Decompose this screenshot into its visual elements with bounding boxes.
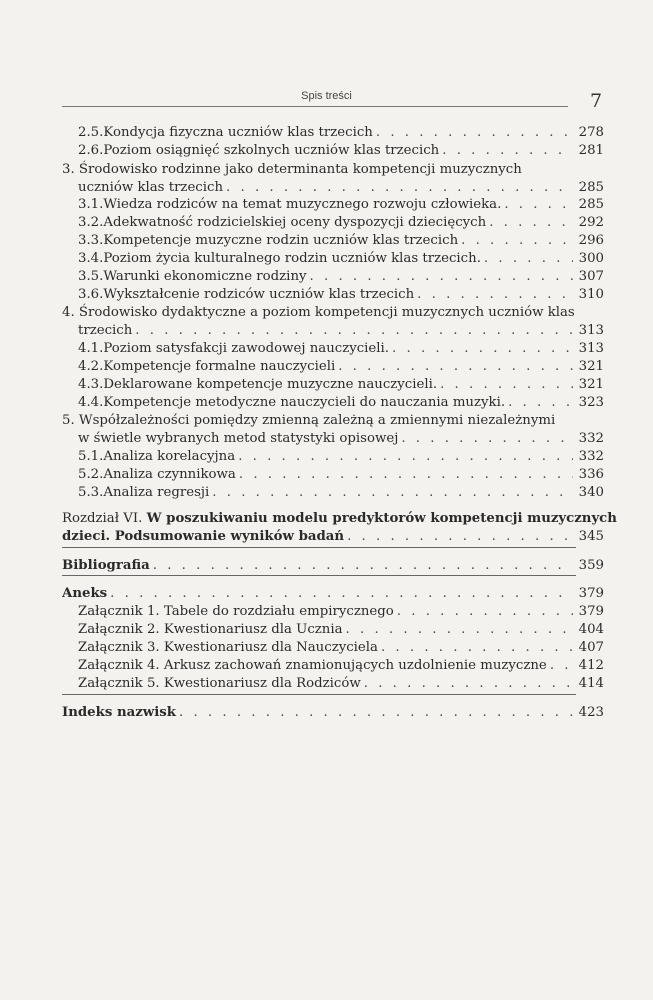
entry-page: 412 [578, 658, 604, 673]
annex-item-title: Załącznik 2. Kwestionariusz dla Ucznia [78, 622, 343, 637]
entry-page: 404 [578, 622, 604, 637]
dot-leader [501, 196, 572, 214]
dot-leader [209, 484, 572, 502]
chapter-prefix: Rozdział VI. [62, 511, 143, 526]
entry-number: 4.1. [78, 341, 104, 356]
entry-title: Wiedza rodziców na temat muzycznego rozwoju człowieka. [103, 197, 502, 212]
dot-leader [547, 657, 573, 675]
toc-entry [78, 268, 604, 286]
entry-title: Deklarowane kompetencje muzyczne nauczycieli. [103, 377, 438, 392]
dot-leader [439, 142, 572, 160]
dot-leader [223, 179, 573, 197]
annex-entry [62, 585, 604, 603]
entry-number: 3. [62, 162, 75, 177]
entry-page: 296 [578, 233, 604, 248]
dot-leader [437, 376, 573, 394]
entry-page: 285 [578, 180, 604, 195]
entry-page: 281 [578, 143, 604, 158]
annex-item-title: Załącznik 1. Tabele do rozdziału empirycznego [78, 604, 394, 619]
entry-title: Warunki ekonomiczne rodziny [103, 269, 307, 284]
toc-entry [78, 430, 604, 448]
entry-title: Adekwatność rodzicielskiej oceny dyspozycji dziecięcych [103, 215, 487, 230]
running-header: Spis treści [301, 90, 352, 102]
entry-number: 2.5. [78, 125, 104, 140]
entry-number: 3.4. [78, 251, 104, 266]
entry-page: 379 [578, 586, 604, 601]
chapter-title-continued: dzieci. Podsumowanie wyników badań [62, 529, 345, 544]
entry-title: Kompetencje muzyczne rodzin uczniów klas trzecich [103, 233, 459, 248]
entry-page: 323 [578, 395, 604, 410]
toc-entry [78, 376, 604, 394]
entry-title: Analiza korelacyjna [103, 449, 236, 464]
entry-page: 285 [578, 197, 604, 212]
toc-entry [78, 214, 604, 232]
entry-number: 3.5. [78, 269, 104, 284]
toc-entry [78, 142, 604, 160]
toc-entry-heading [62, 304, 575, 322]
section-divider [62, 547, 576, 548]
entry-number: 5.2. [78, 467, 104, 482]
toc-entry [78, 124, 604, 142]
dot-leader [236, 466, 573, 484]
dot-leader [344, 528, 573, 546]
dot-leader [505, 394, 573, 412]
dot-leader [414, 286, 572, 304]
dot-leader [132, 322, 572, 340]
entry-title: Analiza regresji [103, 485, 210, 500]
toc-entry [78, 250, 604, 268]
dot-leader [361, 675, 573, 693]
entry-page: 332 [578, 431, 604, 446]
entry-title: Poziom osiągnięć szkolnych uczniów klas trzecich [103, 143, 440, 158]
entry-page: 345 [578, 529, 604, 544]
dot-leader [389, 340, 573, 358]
chapter-heading [62, 510, 617, 528]
dot-leader [458, 232, 572, 250]
entry-number: 4.4. [78, 395, 104, 410]
entry-title-continued: w świetle wybranych metod statystyki opisowej [78, 431, 399, 446]
dot-leader [150, 557, 573, 575]
chapter-entry [62, 528, 604, 546]
entry-page: 310 [578, 287, 604, 302]
toc-entry-heading [62, 412, 555, 430]
entry-page: 379 [578, 604, 604, 619]
toc-entry [78, 322, 604, 340]
toc-entry [78, 179, 604, 197]
entry-title: Współzależności pomiędzy zmienną zależną a zmiennymi niezależnymi [78, 413, 556, 428]
dot-leader [343, 621, 573, 639]
dot-leader [373, 124, 573, 142]
annex-item [78, 621, 604, 639]
annex-title: Aneks [62, 586, 108, 601]
dot-leader [481, 250, 573, 268]
toc-entry [78, 394, 604, 412]
entry-title-continued: trzecich [78, 323, 133, 338]
toc-entry [78, 340, 604, 358]
entry-title: Poziom satysfakcji zawodowej nauczycieli. [103, 341, 390, 356]
dot-leader [107, 585, 572, 603]
dot-leader [235, 448, 572, 466]
entry-title-continued: uczniów klas trzecich [78, 180, 224, 195]
chapter-title: W poszukiwaniu modelu predyktorów kompetencji muzycznych [146, 511, 617, 526]
annex-item-title: Załącznik 5. Kwestionariusz dla Rodziców [78, 676, 361, 691]
entry-title: Kondycja fizyczna uczniów klas trzecich [103, 125, 373, 140]
entry-number: 5. [62, 413, 75, 428]
entry-page: 332 [578, 449, 604, 464]
entry-title: Środowisko rodzinne jako determinanta kompetencji muzycznych [78, 162, 522, 177]
entry-page: 292 [578, 215, 604, 230]
toc-entry [78, 196, 604, 214]
toc-entry [78, 232, 604, 250]
entry-page: 359 [578, 558, 604, 573]
entry-number: 5.1. [78, 449, 104, 464]
toc-entry [78, 466, 604, 484]
dot-leader [394, 603, 573, 621]
dot-leader [335, 358, 572, 376]
toc-entry [78, 358, 604, 376]
entry-title: Wykształcenie rodziców uczniów klas trzecich [103, 287, 415, 302]
entry-page: 307 [578, 269, 604, 284]
annex-item [78, 603, 604, 621]
entry-page: 313 [578, 323, 604, 338]
entry-page: 321 [578, 359, 604, 374]
entry-number: 2.6. [78, 143, 104, 158]
dot-leader [176, 704, 573, 722]
section-divider [62, 694, 576, 695]
dot-leader [378, 639, 573, 657]
entry-number: 3.2. [78, 215, 104, 230]
entry-page: 321 [578, 377, 604, 392]
entry-number: 4. [62, 305, 75, 320]
entry-page: 300 [578, 251, 604, 266]
entry-number: 4.2. [78, 359, 104, 374]
entry-title: Środowisko dydaktyczne a poziom kompetencji muzycznych uczniów klas [78, 305, 575, 320]
toc-entry [78, 484, 604, 502]
section-divider [62, 575, 576, 576]
dot-leader [307, 268, 573, 286]
entry-number: 4.3. [78, 377, 104, 392]
entry-number: 3.3. [78, 233, 104, 248]
toc-entry-heading [62, 161, 522, 179]
entry-number: 3.1. [78, 197, 104, 212]
entry-title: Analiza czynnikowa [103, 467, 236, 482]
entry-title: Kompetencje formalne nauczycieli [103, 359, 336, 374]
annex-item-title: Załącznik 3. Kwestionariusz dla Nauczyciela [78, 640, 378, 655]
entry-page: 423 [578, 705, 604, 720]
annex-item [78, 657, 604, 675]
index-entry [62, 704, 604, 722]
entry-page: 340 [578, 485, 604, 500]
entry-page: 278 [578, 125, 604, 140]
entry-number: 3.6. [78, 287, 104, 302]
entry-page: 407 [578, 640, 604, 655]
toc-entry [78, 448, 604, 466]
bibliography-title: Bibliografia [62, 558, 150, 573]
entry-page: 414 [578, 676, 604, 691]
toc-entry [78, 286, 604, 304]
dot-leader [398, 430, 572, 448]
entry-page: 313 [578, 341, 604, 356]
annex-item [78, 675, 604, 693]
index-title: Indeks nazwisk [62, 705, 177, 720]
entry-page: 336 [578, 467, 604, 482]
page-number: 7 [590, 90, 603, 112]
annex-item-title: Załącznik 4. Arkusz zachowań znamionujących uzdolnienie muzyczne [78, 658, 547, 673]
entry-title: Poziom życia kulturalnego rodzin uczniów klas trzecich. [103, 251, 481, 266]
bibliography-entry [62, 557, 604, 575]
annex-item [78, 639, 604, 657]
dot-leader [486, 214, 572, 232]
entry-title: Kompetencje metodyczne nauczycieli do nauczania muzyki. [103, 395, 506, 410]
entry-number: 5.3. [78, 485, 104, 500]
